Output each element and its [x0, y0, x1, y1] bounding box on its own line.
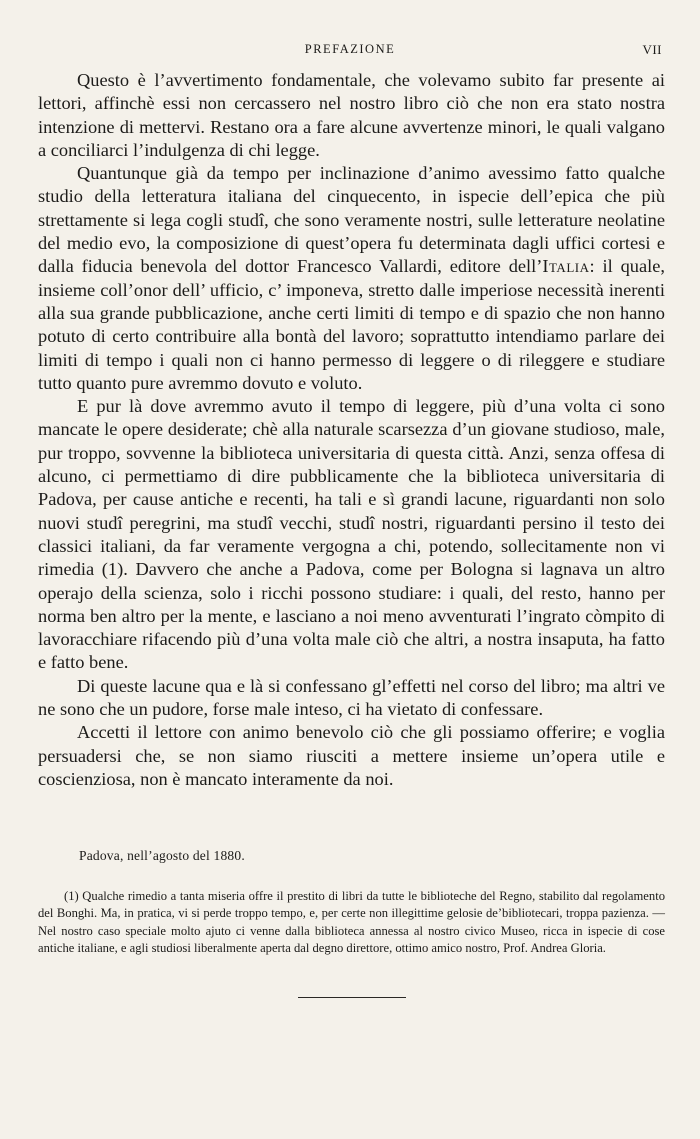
- paragraph-text: Quantunque già da tempo per inclinazione d’animo avessimo fatto qualche studio della letteratura italiana del cinquecento, in ispecie dell’epica che più strettamente si lega cogli studî, che sono veramente nostri, sulle letterature neolatine del medio evo, la composizione di quest’opera fu determinata dagli uffici cortesi e dalla fiducia benevola del dottor Francesco Vallardi, editore dell’: [38, 163, 665, 277]
- running-title: PREFAZIONE: [304, 42, 396, 56]
- paragraph: Accetti il lettore con animo benevolo ciò che gli possiamo offerire; e voglia persuadersi che, se non siamo riusciti a mettere insieme un’opera utile e coscienziosa, non è mancato interamente da noi.: [38, 722, 665, 789]
- paragraph: E pur là dove avremmo avuto il tempo di leggere, più d’una volta ci sono mancate le opere desiderate; chè alla naturale scarsezza d’un giovane studioso, male, pur troppo, sovvenne la biblioteca universitaria di questa città. Anzi, senza offesa di alcuno, ci permettiamo di dire pubblicamente che la biblioteca universitaria di Padova, per cause antiche e recenti, ha tali e sì grandi lacune, riguardanti non solo nuovi studî peregrini, ma studî vecchi, studî nostri, riguardanti persino il testo dei classici italiani, da far veramente vergogna a chi, potendo, sollecitamente non vi rimedia (1). Davvero che anche a Padova, come per Bologna si lagnava un altro operajo della scienza, solo i ricchi possono studiare: i quali, del resto, hanno per norma ben altro per la mente, e lasciano a noi meno avventurati l’ingrato còmpito di lavoracchiare rifacendo più d’una volta male ciò che altri, a nostra insaputa, ha fatto e fatto bene.: [38, 396, 665, 673]
- paragraph: Questo è l’avvertimento fondamentale, che volevamo subito far presente ai lettori, affinchè essi non cercassero nel nostro libro ciò che non era stato nostra intenzione di mettervi. Restano ora a fare alcune avvertenze minori, le quali valgano a conciliarci l’indulgenza di chi legge.: [38, 70, 665, 160]
- paragraph: [38, 162, 665, 395]
- footnote-text: (1) Qualche rimedio a tanta miseria offre il prestito di libri da tutte le biblioteche del Regno, stabilito dal regolamento del Bonghi. Ma, in pratica, vi si perde troppo tempo, e, per certe non illegittime gelosie de’bibliotecari, troppa pazienza. — Nel nostro caso speciale molto ajuto ci venne dalla biblioteca annessa al nostro civico Museo, ricca in ispecie di cose antiche italiane, e agli studiosi liberalmente aperta dal degno direttore, ottimo amico nostro, Prof. Andrea Gloria.: [38, 889, 665, 956]
- paragraph: Di queste lacune qua e là si confessano gl’effetti nel corso del libro; ma altri ve ne sono che un pudore, forse male inteso, ci ha vietato di confessare.: [38, 675, 665, 720]
- body-text: [38, 69, 665, 791]
- footnote: [38, 888, 665, 958]
- page-number: VII: [642, 42, 662, 57]
- paragraph-text: : il quale, insieme coll’onor dell’ ufficio, c’ imponeva, stretto dalle imperiose necessità inerenti alla sua grande pubblicazione, anche certi limiti di tempo e di spazio che non hanno potuto di certo contribuire alla bontà del lavoro; soprattutto intendiamo parlare dei limiti di tempo i quali non ci hanno permesso di leggere o di rileggere e studiare tutto quanto pure avremmo dovuto e voluto.: [38, 256, 665, 393]
- closing-rule: [298, 997, 406, 998]
- running-header: [38, 42, 662, 62]
- place-date-signature: Padova, nell’agosto del 1880.: [79, 848, 245, 863]
- publication-title: Italia: [542, 256, 590, 277]
